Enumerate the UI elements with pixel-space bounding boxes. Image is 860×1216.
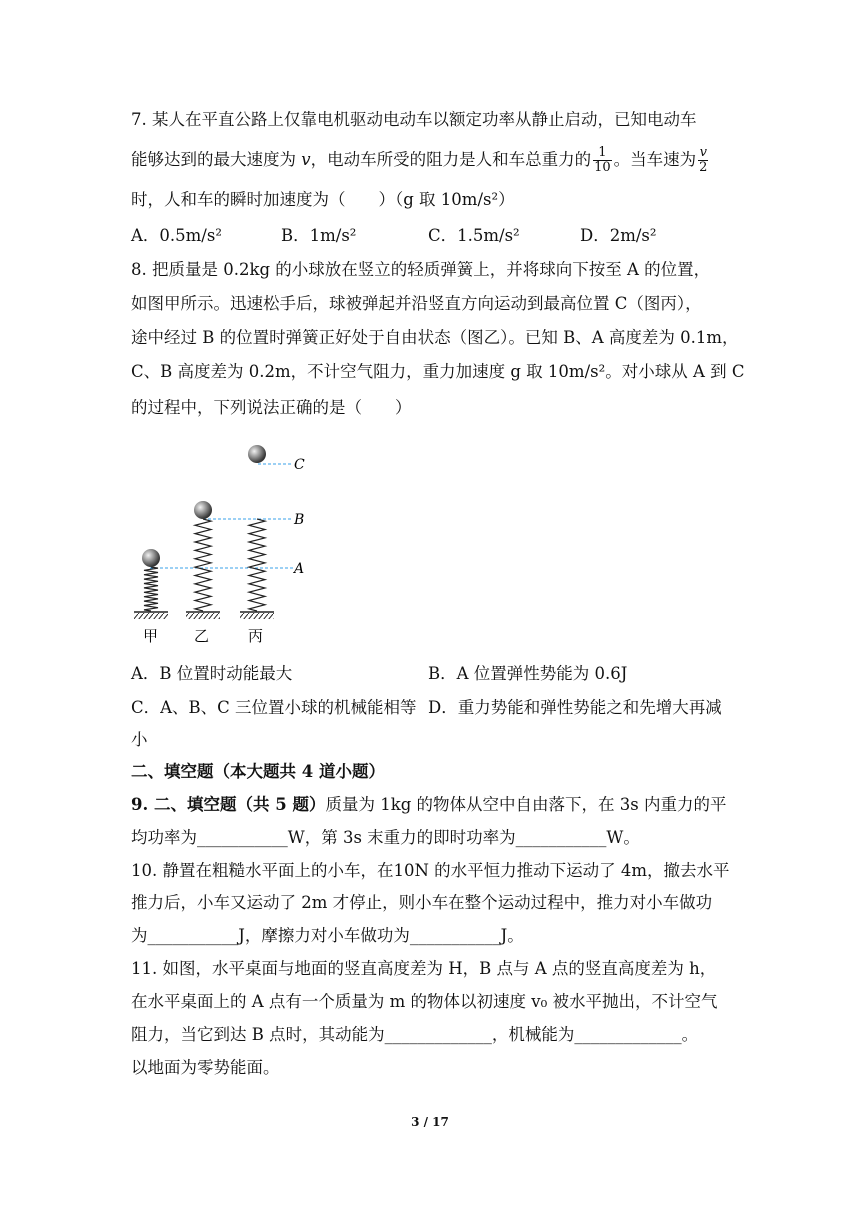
q8-line3: 途中经过 B 的位置时弹簧正好处于自由状态（图乙）。已知 B、A 高度差为 0.1m， — [131, 328, 739, 347]
q8-line4: C、B 高度差为 0.2m，不计空气阻力，重力加速度 g 取 10m/s²。对小球从 A 到 C — [131, 362, 745, 381]
q8-option-a: A．B 位置时动能最大 — [131, 664, 293, 683]
spring-bing — [249, 519, 265, 611]
q8-line1: 8. 把质量是 0.2kg 的小球放在竖立的轻质弹簧上，并将球向下按至 A 的位置， — [131, 260, 711, 279]
ground-hatch-yi — [186, 613, 220, 619]
q7-option-d: D．2m/s² — [580, 226, 657, 245]
q7-line3: 时，人和车的瞬时加速度为（ ）（g 取 10m/s²） — [131, 190, 515, 209]
q7-option-a: A．0.5m/s² — [131, 226, 222, 245]
q8-line5: 的过程中，下列说法正确的是（ ） — [131, 398, 412, 417]
ball-jia — [142, 549, 160, 567]
q11-line3: 阻力，当它到达 B 点时，其动能为_____________，机械能为_____________。 — [131, 1025, 699, 1044]
q9-line2: 均功率为___________W，第 3s 末重力的即时功率为___________W。 — [131, 828, 640, 847]
frac-denominator: 2 — [699, 160, 708, 175]
q7-option-b: B．1m/s² — [281, 226, 357, 245]
q7-line2-a: 能够达到的最大速度为 — [131, 150, 302, 169]
spring-yi — [195, 519, 211, 611]
label-a: A — [294, 561, 305, 577]
q9-prefix: 9. 二、填空题（共 5 题） — [131, 795, 326, 814]
q10-line3: 为___________J，摩擦力对小车做功为___________J。 — [131, 926, 524, 945]
page-number: 3 / 17 — [411, 1115, 449, 1129]
q10-line2: 推力后，小车又运动了 2m 才停止，则小车在整个运动过程中，推力对小车做功 — [131, 893, 713, 912]
q8-line2: 如图甲所示。迅速松手后，球被弹起并沿竖直方向运动到最高位置 C（图丙）， — [131, 294, 702, 313]
frac-denominator: 10 — [594, 160, 611, 175]
spring-jia — [144, 567, 158, 611]
q11-line2: 在水平桌面上的 A 点有一个质量为 m 的物体以初速度 v₀ 被水平抛出，不计空气 — [131, 992, 718, 1011]
q9-line1 — [131, 793, 726, 817]
label-b: B — [294, 512, 305, 528]
section-heading: 二、填空题（本大题共 4 道小题） — [131, 762, 385, 781]
q7-line2-b: ，电动车所受的阻力是人和车总重力的 — [310, 150, 592, 169]
q7-option-c: C．1.5m/s² — [428, 226, 520, 245]
label-c: C — [294, 457, 305, 473]
spring-figure — [128, 440, 318, 655]
ball-c — [248, 445, 266, 463]
q8-option-d: D．重力势能和弹性势能之和先增大再减 — [428, 698, 722, 717]
ground-hatch-jia — [134, 613, 168, 619]
q7-line2 — [131, 146, 710, 175]
q11-line4: 以地面为零势能面。 — [131, 1058, 280, 1077]
caption-bing: 丙 — [248, 627, 264, 645]
caption-jia: 甲 — [143, 627, 159, 645]
q7-line2-c: 。当车速为 — [613, 150, 697, 169]
ground-hatch-bing — [240, 613, 274, 619]
q7-v: v — [301, 150, 311, 169]
q8-option-d-wrap: 小 — [131, 730, 148, 749]
q8-option-c: C．A、B、C 三位置小球的机械能相等 — [131, 698, 417, 717]
q10-line1: 10. 静置在粗糙水平面上的小车，在10N 的水平恒力推动下运动了 4m，撤去水平 — [131, 861, 730, 880]
caption-yi: 乙 — [194, 627, 210, 645]
q9-line1-text: 质量为 1kg 的物体从空中自由落下，在 3s 内重力的平 — [325, 795, 727, 814]
fraction-v-2 — [698, 146, 708, 175]
q8-option-b: B．A 位置弹性势能为 0.6J — [428, 664, 628, 683]
q7-line1: 7. 某人在平直公路上仅靠电机驱动电动车以额定功率从静止启动，已知电动车 — [131, 110, 697, 129]
frac-numerator: v — [699, 145, 707, 160]
ball-yi — [194, 501, 212, 519]
q11-line1: 11. 如图，水平桌面与地面的竖直高度差为 H，B 点与 A 点的竖直高度差为 h， — [131, 959, 717, 978]
frac-numerator: 1 — [593, 146, 612, 161]
fraction-1-10 — [593, 146, 612, 175]
